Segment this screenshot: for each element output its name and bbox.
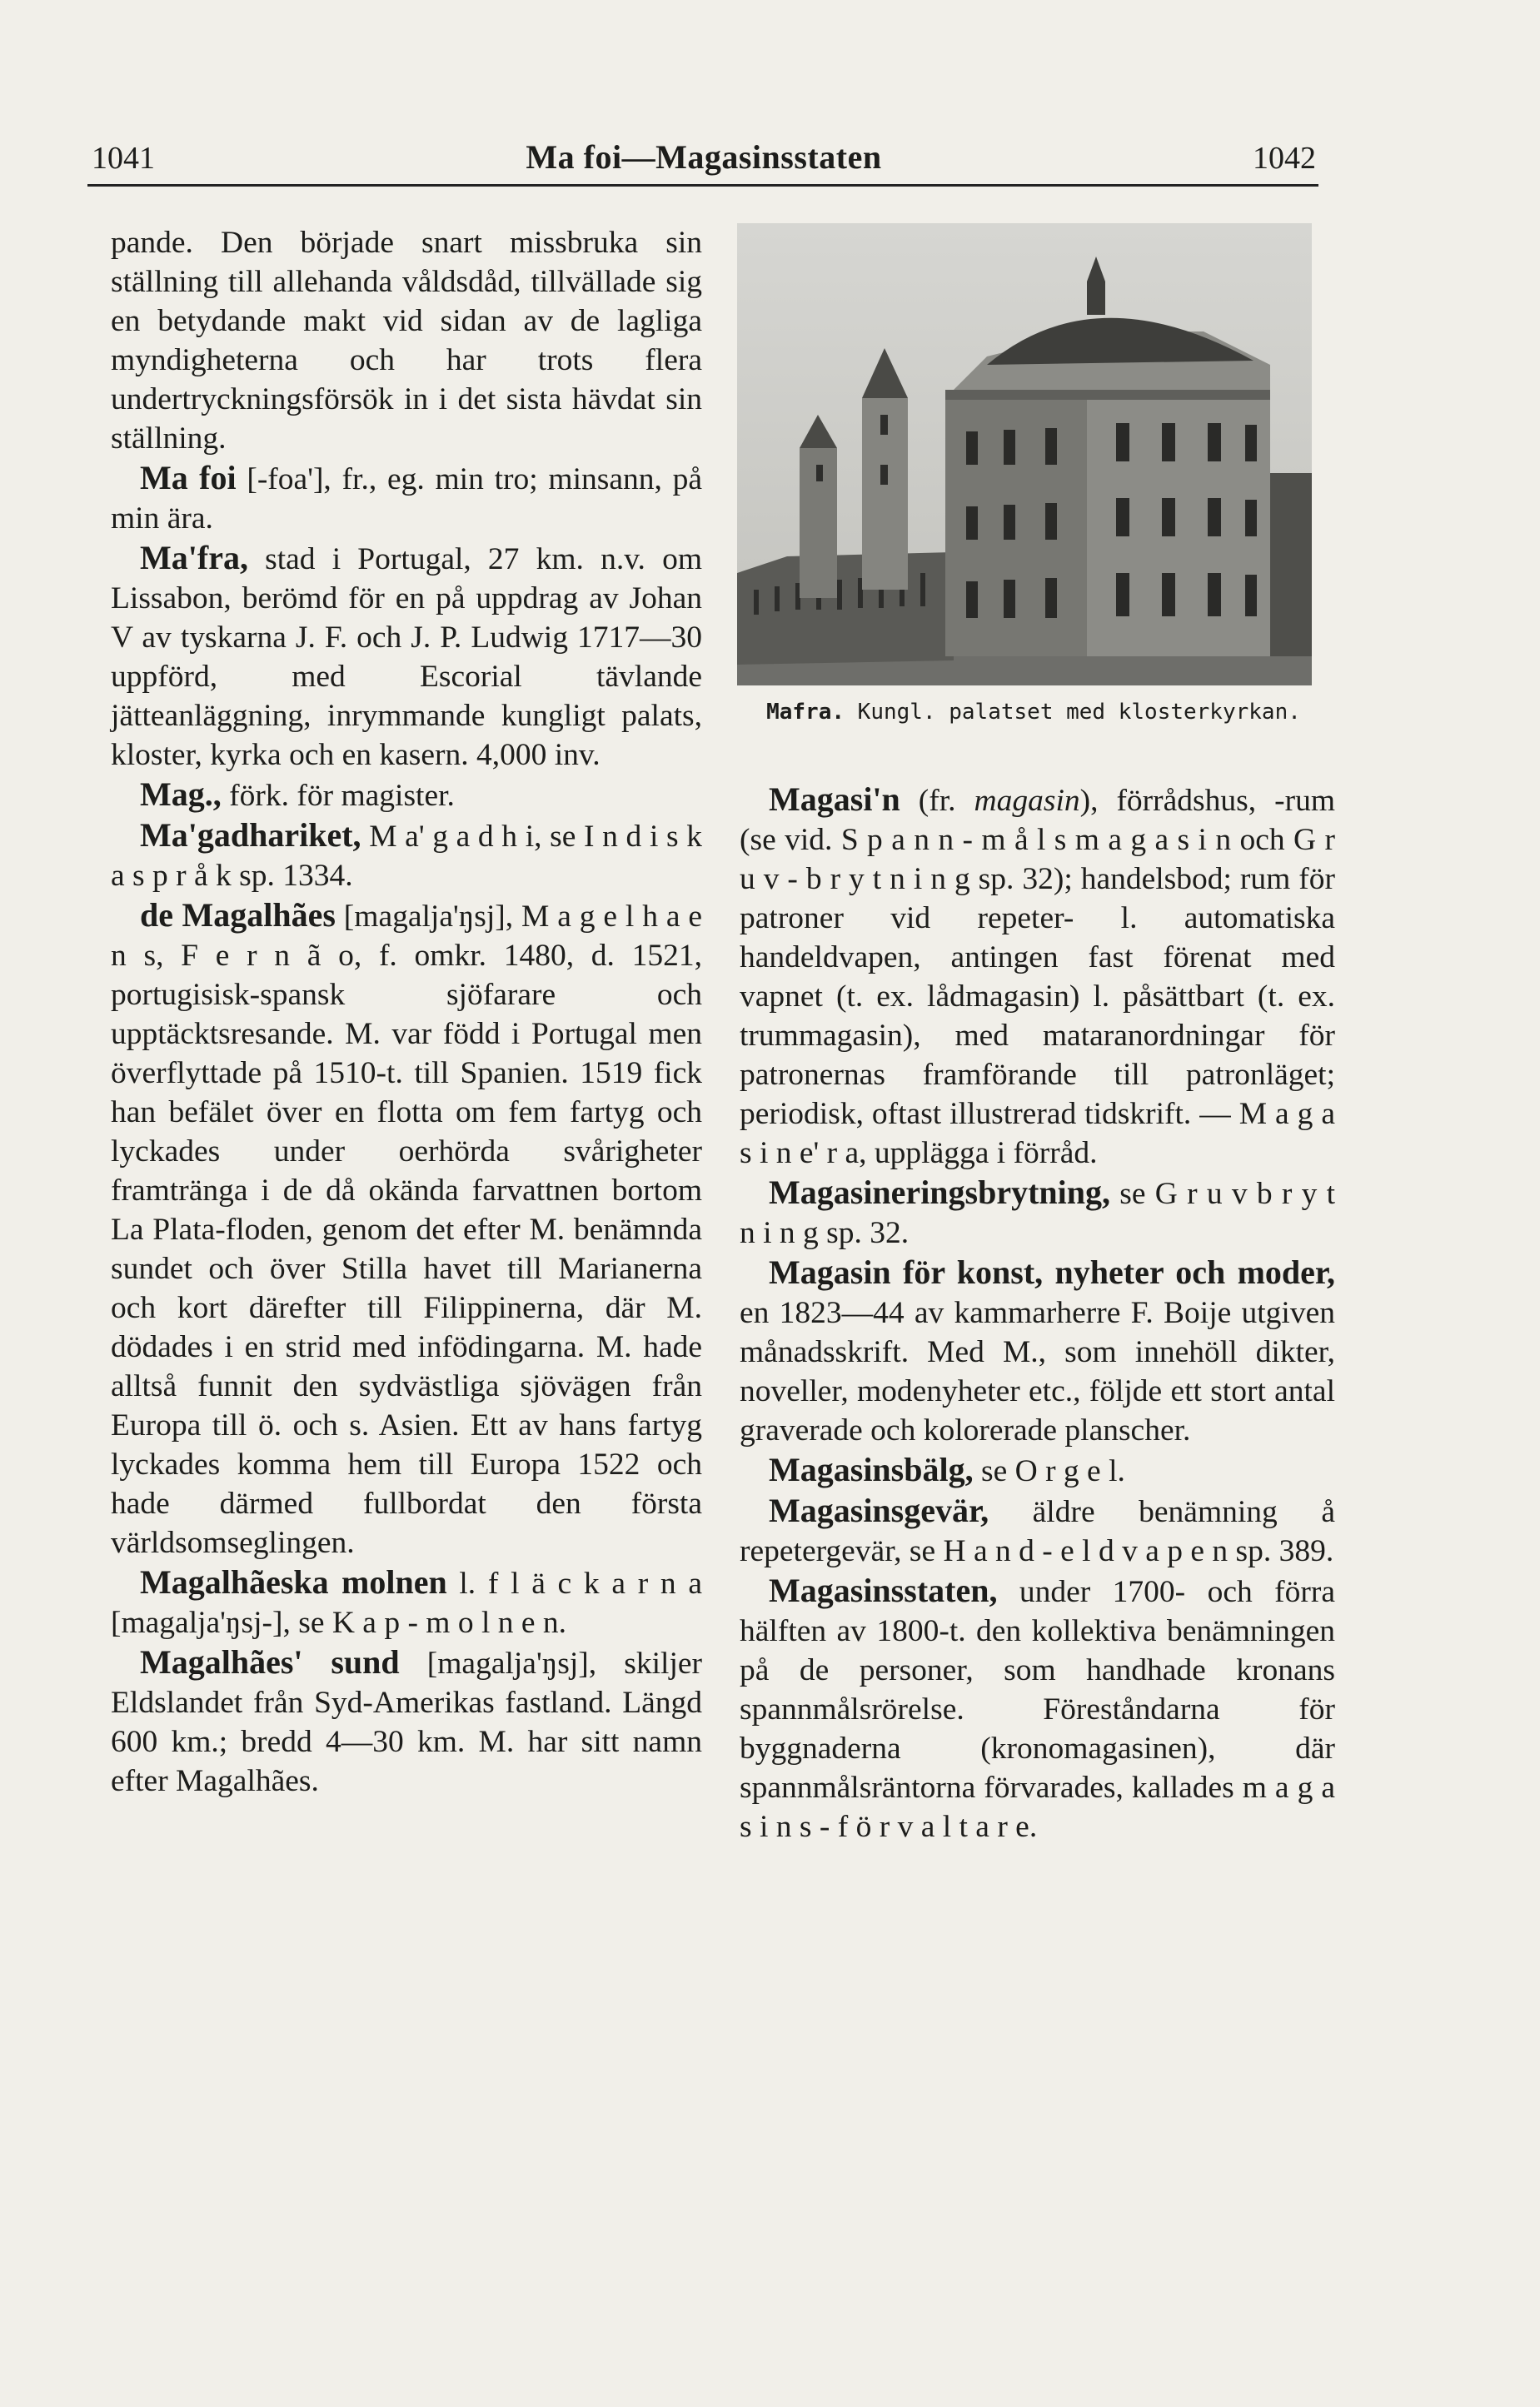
headword: Magalhães' sund: [140, 1643, 400, 1681]
cross-reference: I n d i s k a s p r å k: [111, 820, 703, 893]
entry-mag: Mag., förk. för magister.: [140, 775, 455, 813]
headword: Magasin för konst, nyheter och moder,: [769, 1253, 1335, 1291]
page-number-left: 1041: [92, 141, 155, 176]
cross-reference: H a n d - e l d v a p e n: [943, 1534, 1229, 1568]
headword: Magasineringsbrytning,: [769, 1174, 1111, 1211]
entry-continuation: pande. Den började snart missbruka sin ställning till allehanda våldsdåd, tillvällade sig en betydande makt vid sidan av de lagliga myndigheterna och har trots flera undertryckningsförsök in i det sista hävdat sin ställning.: [111, 226, 702, 456]
headword: Mag.,: [140, 775, 222, 813]
headword: Ma'gadhariket,: [140, 816, 361, 854]
entry-magasinsstaten: Magasinsstaten, under 1700- och förra hälften av 1800-t. den kollektiva benämningen på de personer, som handhade kronans spannmålsrörelse. Föreståndarna för byggnaderna (kronomagasinen), där spannmålsräntorna förvarades, kallades m a g a s i n s - f ö r v a l t a r e.: [740, 1572, 1335, 1844]
entry-magalhaeska-molnen: Magalhãeska molnen l. f l ä c k a r n a [magalja'ŋsj-], se K a p - m o l n e n.: [111, 1563, 702, 1640]
entry-magasinsbalg: Magasinsbälg, se O r g e l.: [769, 1451, 1125, 1488]
entry-magasineringsbrytning: Magasineringsbrytning, se G r u v b r y t n i n g sp. 32.: [740, 1174, 1335, 1250]
entry-mafra: Ma'fra, stad i Portugal, 27 km. n.v. om Lissabon, berömd för en på uppdrag av Johan V av tyskarna J. F. och J. P. Ludwig 1717—30 uppförd, med Escorial tävlande jätteanläggning, inrymmande kungligt palats, kloster, kyrka och en kasern. 4,000 inv.: [111, 539, 702, 772]
cross-reference: K a p - m o l n e n: [331, 1606, 559, 1640]
entry-de-magalhaes: de Magalhães [magalja'ŋsj], M a g e l h a e n s, F e r n ã o, f. omkr. 1480, d. 1521, portugisisk-spansk sjöfarare och upptäcktsresande. M. var född i Portugal men överflyttade på 1510-t. till Spanien. 1519 fick han befälet över en flotta om fem fartyg och lyckades under oerhörda svårigheter framtränga i de då okända farvattnen bortom La Plata-floden, genom det efter M. benämnda sundet och över Stilla havet till Marianerna och kort därefter till Filippinerna, där M. dödades i en strid med infödingarna. M. hade alltså funnit den sydvästliga sjövägen från Europa till ö. och s. Asien. Ett av hans fartyg lyckades komma hem till Europa 1522 och hade därmed fullbordat den första världsomseglingen.: [111, 896, 703, 1560]
cross-reference: S p a n n - m å l s m a g a s i n: [840, 823, 1232, 857]
right-column: [740, 780, 1335, 1846]
header-rule: [87, 184, 1318, 187]
page-title: Ma foi—Magasinsstaten: [526, 138, 882, 176]
headword: de Magalhães: [140, 896, 336, 934]
headword: Magalhãeska molnen: [140, 1563, 447, 1601]
entry-magasinsgevar: Magasinsgevär, äldre benämning å repetergevär, se H a n d - e l d v a p e n sp. 389.: [740, 1492, 1335, 1568]
headword: Magasinsgevär,: [769, 1492, 989, 1529]
figure-caption: Mafra. Kungl. palatset med klosterkyrkan.: [766, 700, 1301, 725]
entry-magalhaes-sund: Magalhães' sund [magalja'ŋsj], skiljer Eldslandet från Syd-Amerikas fastland. Längd 600 km.; bredd 4—30 km. M. har sitt namn efter Magalhães.: [111, 1643, 702, 1798]
cross-reference: G r u v b r y t n i n g: [740, 1177, 1335, 1250]
left-column: [111, 223, 702, 1801]
entry-magasin-for-konst: Magasin för konst, nyheter och moder, en 1823—44 av kammarherre F. Boije utgiven månadsskrift. Med M., som innehöll dikter, noveller, modenyheter etc., följde ett stort antal graverade och kolorerade planscher.: [740, 1253, 1335, 1448]
headword: Ma foi: [140, 459, 237, 496]
headword: Ma'fra,: [140, 539, 248, 576]
entry-magadhariket: Ma'gadhariket, M a' g a d h i, se I n d i s k a s p r å k sp. 1334.: [111, 816, 703, 893]
cross-reference: O r g e l: [1014, 1454, 1118, 1488]
cross-reference: G r u v - b r y t n i n g: [740, 823, 1335, 896]
page-header: [92, 125, 1316, 183]
entry-ma-foi: Ma foi [-foa'], fr., eg. min tro; minsann, på min ära.: [111, 459, 703, 536]
page-number-right: 1042: [1253, 141, 1316, 176]
headword: Magasinsstaten,: [769, 1572, 998, 1609]
headword: Magasinsbälg,: [769, 1451, 974, 1488]
mafra-palace-photo: [737, 223, 1312, 685]
headword: Magasi'n: [769, 780, 900, 818]
entry-magasin: Magasi'n (fr. magasin), förrådshus, -rum (se vid. S p a n n - m å l s m a g a s i n och G r u v - b r y t n i n g sp. 32); handelsbod; rum för patroner vid repeter- l. automatiska handeldvapen, antingen fast förenat med vapnet (t. ex. lådmagasin) l. påsättbart (t. ex. trummagasin), med mataranordningar för patronernas framförande till patronläget; periodisk, oftast illustrerad tidskrift. — M a g a s i n e' r a, upplägga i förråd.: [740, 780, 1335, 1170]
